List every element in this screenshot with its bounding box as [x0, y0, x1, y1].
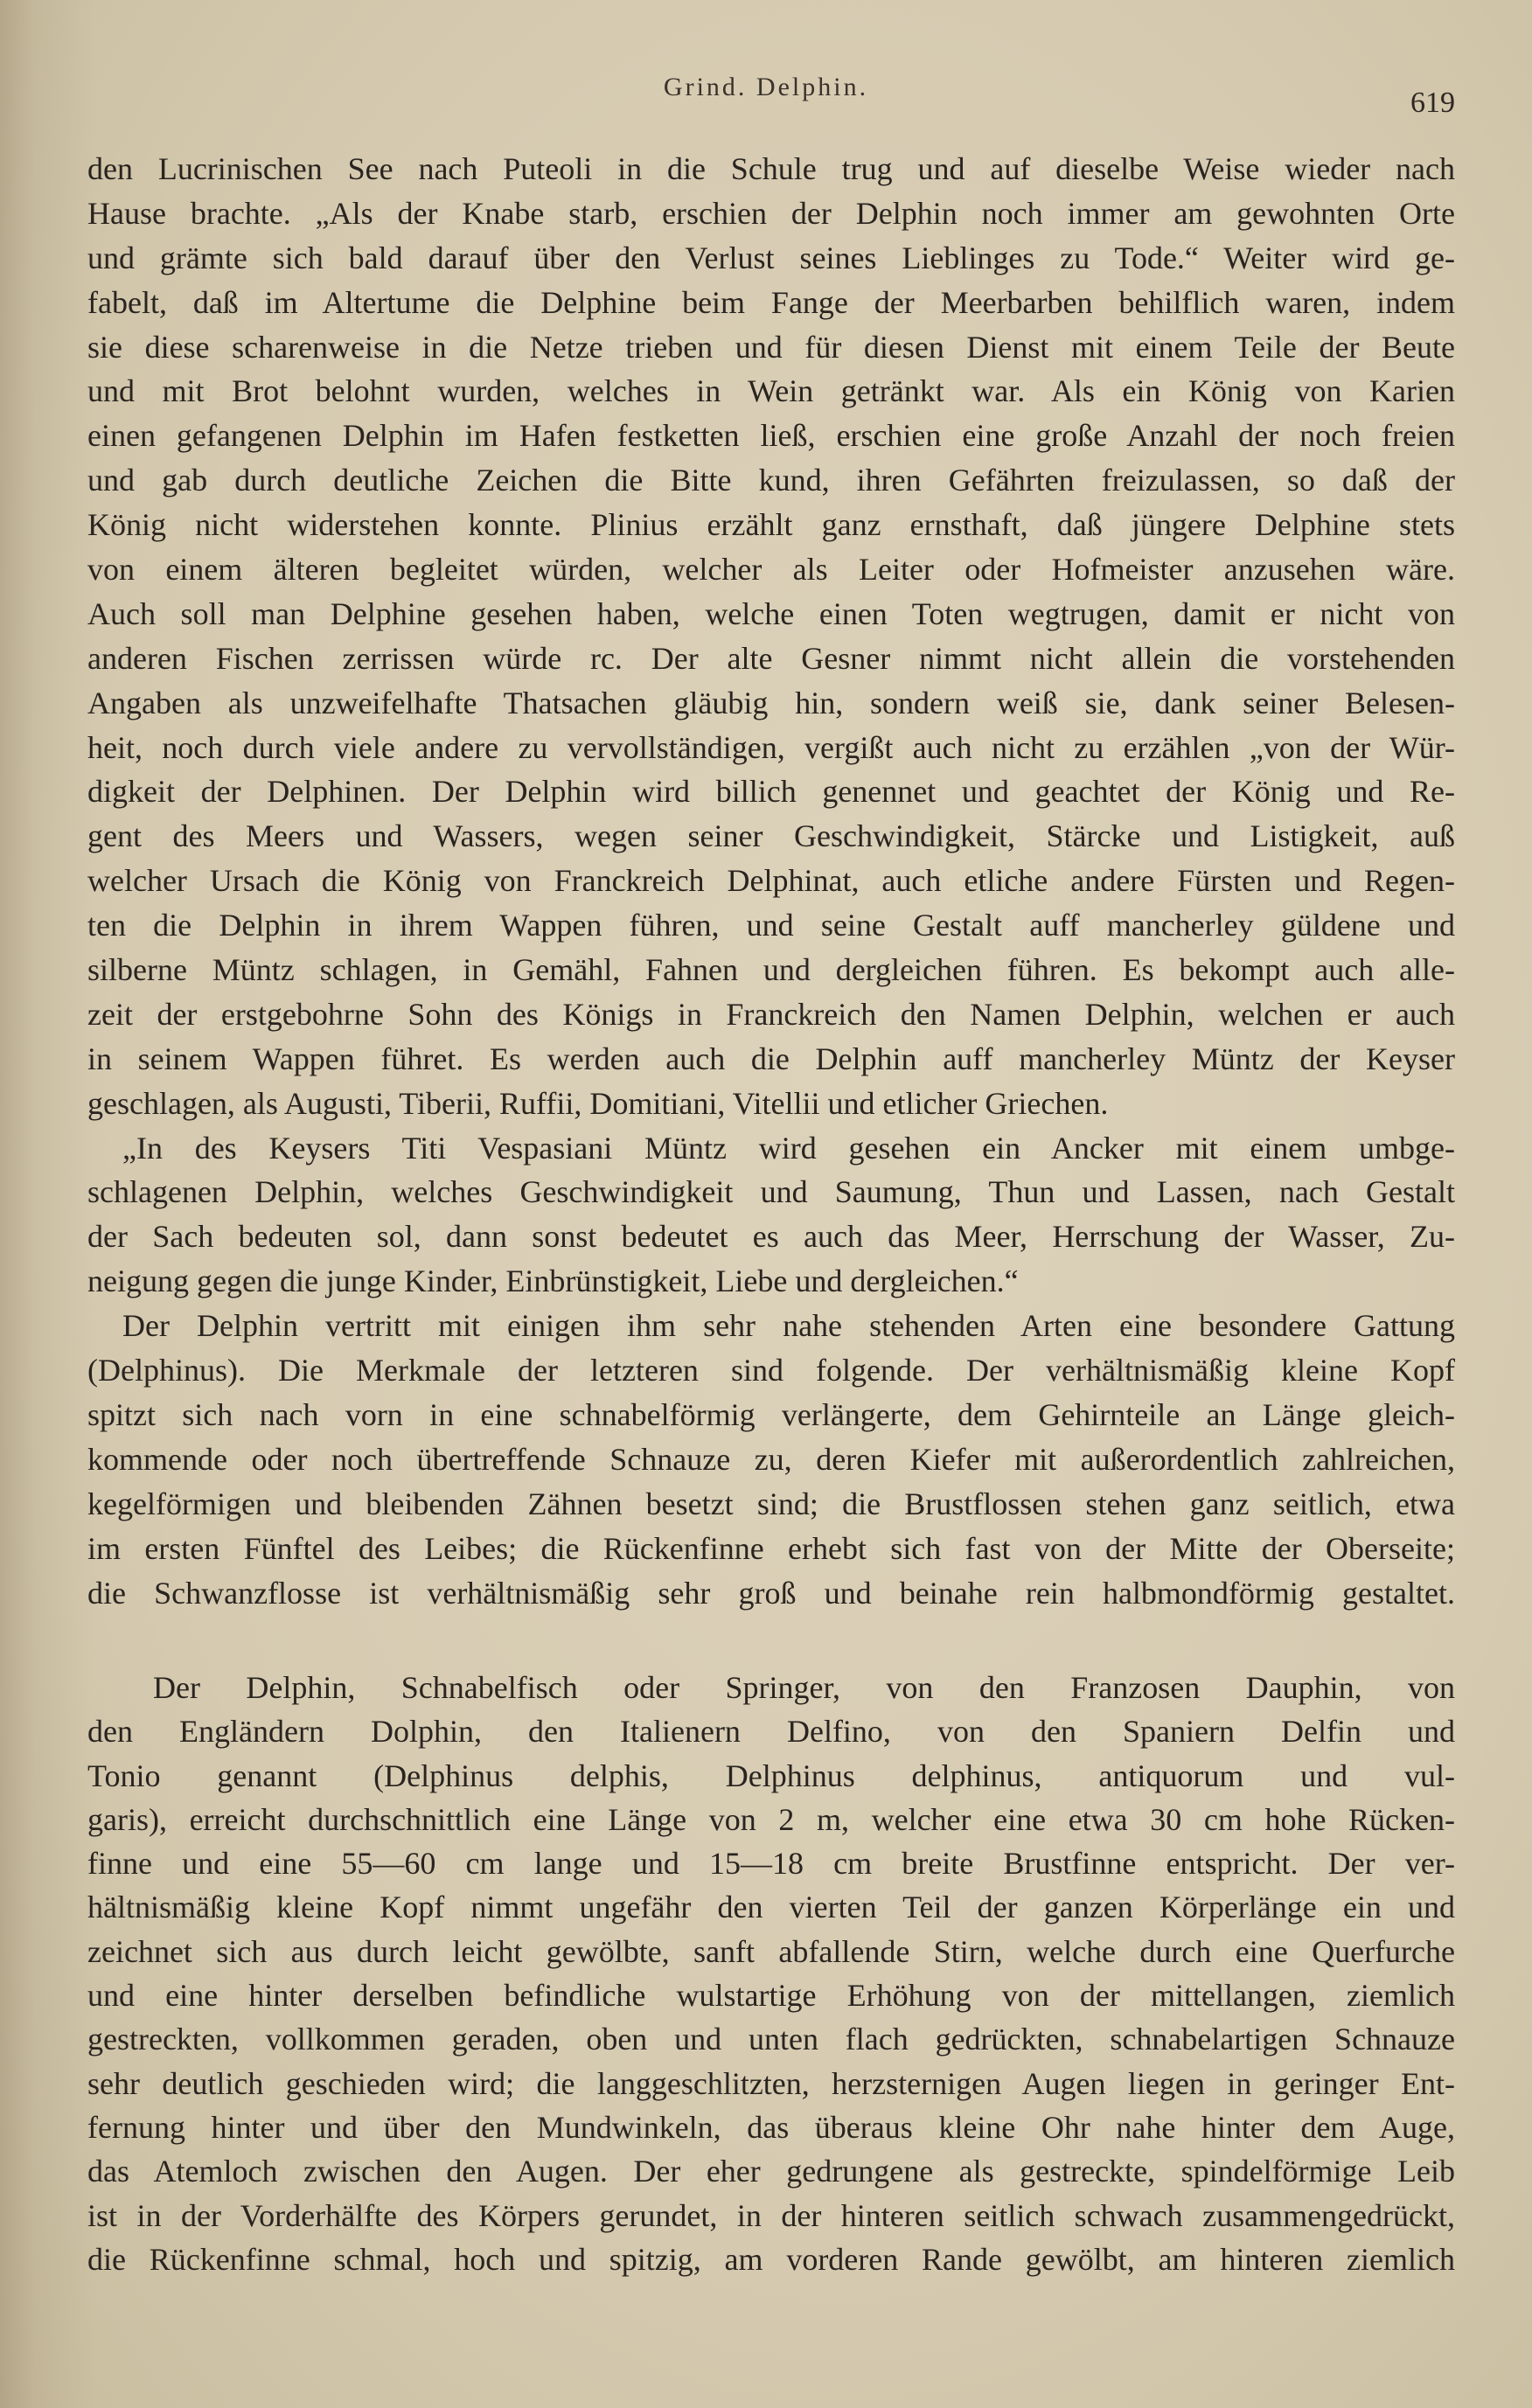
text-line: anderen Fischen zerrissen würde rc. Der alte Gesner nimmt nicht allein die vorstehenden [87, 640, 1455, 676]
text-line: und eine hinter derselben befindliche wulstartige Erhöhung von der mittellangen, ziemlich [87, 1978, 1455, 2014]
text-line: digkeit der Delphinen. Der Delphin wird billich genennet und geachtet der König und Re- [87, 774, 1455, 810]
quote-line: „In des Keysers Titi Vespasiani Müntz wird gesehen ein Ancker mit einem umbge- [122, 1130, 1455, 1166]
text-line: finne und eine 55—60 cm lange und 15—18 cm breite Brustfinne entspricht. Der ver- [87, 1846, 1455, 1882]
text-line: von einem älteren begleitet würden, welcher als Leiter oder Hofmeister anzusehen wäre. [87, 552, 1455, 588]
text-line: silberne Müntz schlagen, in Gemähl, Fahnen und dergleichen führen. Es bekompt auch alle- [87, 952, 1455, 988]
text-line: das Atemloch zwischen den Augen. Der eher gedrungene als gestreckte, spindelförmige Leib [87, 2154, 1455, 2189]
text-line: zeit der erstgebohrne Sohn des Königs in Franckreich den Namen Delphin, welchen er auch [87, 996, 1455, 1032]
text-line: ist in der Vorderhälfte des Körpers gerundet, in der hinteren seitlich schwach zusammengedrückt, [87, 2197, 1455, 2233]
text-line: Der Delphin vertritt mit einigen ihm sehr nahe stehenden Arten eine besondere Gattung [122, 1308, 1455, 1344]
text-line: kommende oder noch übertreffende Schnauze zu, deren Kiefer mit außerordentlich zahlreichen, [87, 1441, 1455, 1477]
text-line: welcher Ursach die König von Franckreich Delphinat, auch etliche andere Fürsten und Regen- [87, 863, 1455, 899]
text-line: den Engländern Dolphin, den Italienern Delfino, von den Spaniern Delfin und [87, 1714, 1455, 1750]
text-line: gestreckten, vollkommen geraden, oben und unten flach gedrückten, schnabelartigen Schnauze [87, 2022, 1455, 2057]
text-line: kegelförmigen und bleibenden Zähnen besetzt sind; die Brustflossen stehen ganz seitlich, etwa [87, 1486, 1455, 1521]
text-line: sehr deutlich geschieden wird; die langgeschlitzten, herzsternigen Augen liegen in geringer Ent- [87, 2065, 1455, 2101]
text-line: spitzt sich nach vorn in eine schnabelförmig verlängerte, dem Gehirnteile an Länge gleich- [87, 1396, 1455, 1432]
text-line: und gab durch deutliche Zeichen die Bitte kund, ihren Gefährten freizulassen, so daß der [87, 463, 1455, 498]
running-title: Grind. Delphin. [663, 73, 869, 101]
text-line: garis), erreicht durchschnittlich eine Länge von 2 m, welcher eine etwa 30 cm hohe Rücken- [87, 1801, 1455, 1837]
text-line: heit, noch durch viele andere zu vervollständigen, vergißt auch nicht zu erzählen „von der Wür- [87, 729, 1455, 765]
text-line: geschlagen, als Augusti, Tiberii, Ruffii, Domitiani, Vitellii und etlicher Griechen. [87, 1085, 1109, 1121]
text-line: (Delphinus). Die Merkmale der letzteren sind folgende. Der verhältnismäßig kleine Kopf [87, 1353, 1455, 1388]
text-line: König nicht widerstehen konnte. Plinius erzählt ganz ernsthaft, daß jüngere Delphine stets [87, 507, 1455, 543]
page-number: 619 [1410, 87, 1455, 119]
text-line: fabelt, daß im Altertume die Delphine beim Fange der Meerbarben behilflich waren, indem [87, 284, 1455, 320]
text-line: Der Delphin, Schnabelfisch oder Springer, von den Franzosen Dauphin, von [153, 1670, 1455, 1705]
text-line: einen gefangenen Delphin im Hafen festketten ließ, erschien eine große Anzahl der noch freien [87, 418, 1455, 454]
text-line: und mit Brot belohnt wurden, welches in Wein getränkt war. Als ein König von Karien [87, 373, 1455, 409]
text-line: Auch soll man Delphine gesehen haben, welche einen Toten wegtrugen, damit er nicht von [87, 595, 1455, 631]
text-line: und grämte sich bald darauf über den Verlust seines Lieblinges zu Tode.“ Weiter wird ge- [87, 240, 1455, 275]
text-line: sie diese scharenweise in die Netze trieben und für diesen Dienst mit einem Teile der Beute [87, 329, 1455, 365]
text-line: die Schwanzflosse ist verhältnismäßig sehr groß und beinahe rein halbmondförmig gestaltet. [87, 1575, 1455, 1611]
text-line: den Lucrinischen See nach Puteoli in die Schule trug und auf dieselbe Weise wieder nach [87, 151, 1455, 186]
text-line: Hause brachte. „Als der Knabe starb, erschien der Delphin noch immer am gewohnten Orte [87, 195, 1455, 231]
quote-line: neigung gegen die junge Kinder, Einbrünstigkeit, Liebe und dergleichen.“ [87, 1263, 1019, 1299]
text-line: fernung hinter und über den Mundwinkeln, das überaus kleine Ohr nahe hinter dem Auge, [87, 2109, 1455, 2145]
text-line: zeichnet sich aus durch leicht gewölbte, sanft abfallende Stirn, welche durch eine Querfurche [87, 1933, 1455, 1969]
text-line: ten die Delphin in ihrem Wappen führen, und seine Gestalt auff mancherley güldene und [87, 908, 1455, 943]
text-line: Tonio genannt (Delphinus delphis, Delphinus delphinus, antiquorum und vul- [87, 1757, 1455, 1793]
text-line: in seinem Wappen führet. Es werden auch die Delphin auff mancherley Müntz der Keyser [87, 1040, 1455, 1076]
text-line: die Rückenfinne schmal, hoch und spitzig, am vorderen Rande gewölbt, am hinteren ziemlich [87, 2241, 1455, 2277]
quote-line: schlagenen Delphin, welches Geschwindigkeit und Saumung, Thun und Lassen, nach Gestalt [87, 1174, 1455, 1210]
text-line: Angaben als unzweifelhafte Thatsachen gläubig hin, sondern weiß sie, dank seiner Belesen- [87, 685, 1455, 720]
text-line: gent des Meers und Wassers, wegen seiner Geschwindigkeit, Stärcke und Listigkeit, auß [87, 818, 1455, 854]
text-block-2 [87, 1666, 1455, 2281]
text-line: im ersten Fünftel des Leibes; die Rückenfinne erhebt sich fast von der Mitte der Oberseite; [87, 1530, 1455, 1566]
quote-line: der Sach bedeuten sol, dann sonst bedeutet es auch das Meer, Herrschung der Wasser, Zu- [87, 1219, 1455, 1255]
text-block-1 [87, 147, 1455, 1615]
text-line: hältnismäßig kleine Kopf nimmt ungefähr den vierten Teil der ganzen Körperlänge ein und [87, 1890, 1455, 1925]
